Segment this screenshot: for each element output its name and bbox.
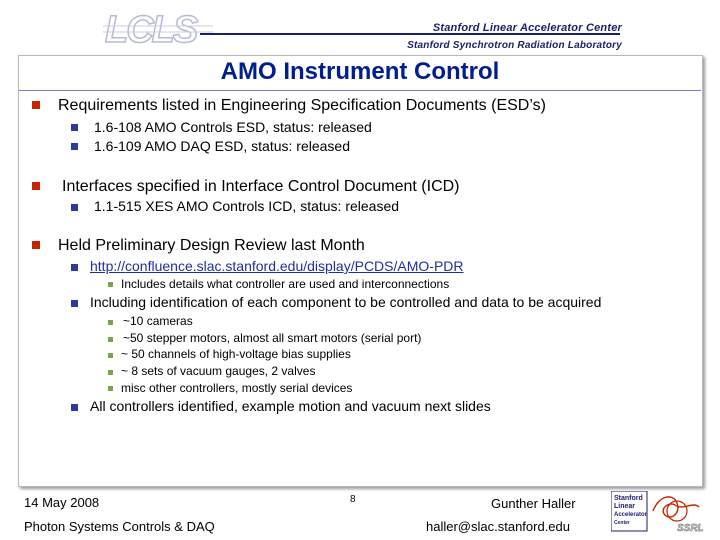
list-subitem: ~10 cameras xyxy=(123,314,193,328)
list-subitem: misc other controllers, mostly serial devices xyxy=(121,381,353,395)
list-subitem: ~ 8 sets of vacuum gauges, 2 valves xyxy=(121,364,316,378)
list-item: All controllers identified, example motion and vacuum next slides xyxy=(90,398,491,414)
bullet-level3 xyxy=(108,353,113,358)
svg-text:Accelerator: Accelerator xyxy=(614,512,648,518)
footer-author: Gunther Haller xyxy=(491,496,576,511)
bullet-level2 xyxy=(71,204,78,211)
bullet-level2 xyxy=(71,143,78,150)
lab-name-ssrl: Stanford Synchrotron Radiation Laboratory xyxy=(407,40,622,51)
list-subitem: Includes details what controller are used and interconnections xyxy=(121,277,450,291)
bullet-level3 xyxy=(108,386,113,391)
list-item: 1.1-515 XES AMO Controls ICD, status: released xyxy=(94,198,400,214)
bullet-level1 xyxy=(32,101,40,109)
bullet-level3 xyxy=(108,337,113,342)
section-heading: Requirements listed in Engineering Specification Documents (ESD’s) xyxy=(58,97,546,114)
bullet-level2 xyxy=(71,124,78,131)
bullet-level3 xyxy=(108,282,113,287)
bullet-level2 xyxy=(71,300,78,307)
bullet-level3 xyxy=(108,370,113,375)
lab-names xyxy=(407,19,622,55)
lab-name-slac: Stanford Linear Accelerator Center xyxy=(432,22,622,34)
bullet-level2 xyxy=(71,264,78,271)
list-item: 1.6-109 AMO DAQ ESD, status: released xyxy=(94,138,351,154)
bullet-level1 xyxy=(32,182,40,190)
bullet-level2 xyxy=(71,404,78,411)
svg-text:Center: Center xyxy=(614,520,630,526)
list-subitem: ~50 stepper motors, almost all smart motors (serial port) xyxy=(123,331,422,345)
svg-text:LCLS: LCLS xyxy=(105,9,197,48)
bullet-level3 xyxy=(108,320,113,325)
lcls-logo xyxy=(103,6,213,48)
bullet-level1 xyxy=(32,241,40,249)
slac-ssrl-logo xyxy=(611,491,707,535)
svg-text:Linear: Linear xyxy=(614,503,636,510)
list-subitem: ~ 50 channels of high-voltage bias supplies xyxy=(121,347,351,361)
section-heading: Held Preliminary Design Review last Month xyxy=(58,237,365,254)
list-item: Including identification of each component to be controlled and data to be acquired xyxy=(90,294,602,310)
pdr-link[interactable]: http://confluence.slac.stanford.edu/display/PCDS/AMO-PDR xyxy=(90,258,464,274)
footer-department: Photon Systems Controls & DAQ xyxy=(24,519,215,534)
footer-date: 14 May 2008 xyxy=(24,495,100,510)
footer-email: haller@slac.stanford.edu xyxy=(426,519,570,534)
page-number: 8 xyxy=(350,494,356,505)
list-item: 1.6-108 AMO Controls ESD, status: released xyxy=(94,119,372,135)
title-rule xyxy=(19,90,701,91)
svg-text:Stanford: Stanford xyxy=(614,495,643,502)
slide-title: AMO Instrument Control xyxy=(220,58,500,85)
section-heading: Interfaces specified in Interface Control Document (ICD) xyxy=(62,178,460,195)
svg-text:SSRL: SSRL xyxy=(677,523,704,534)
